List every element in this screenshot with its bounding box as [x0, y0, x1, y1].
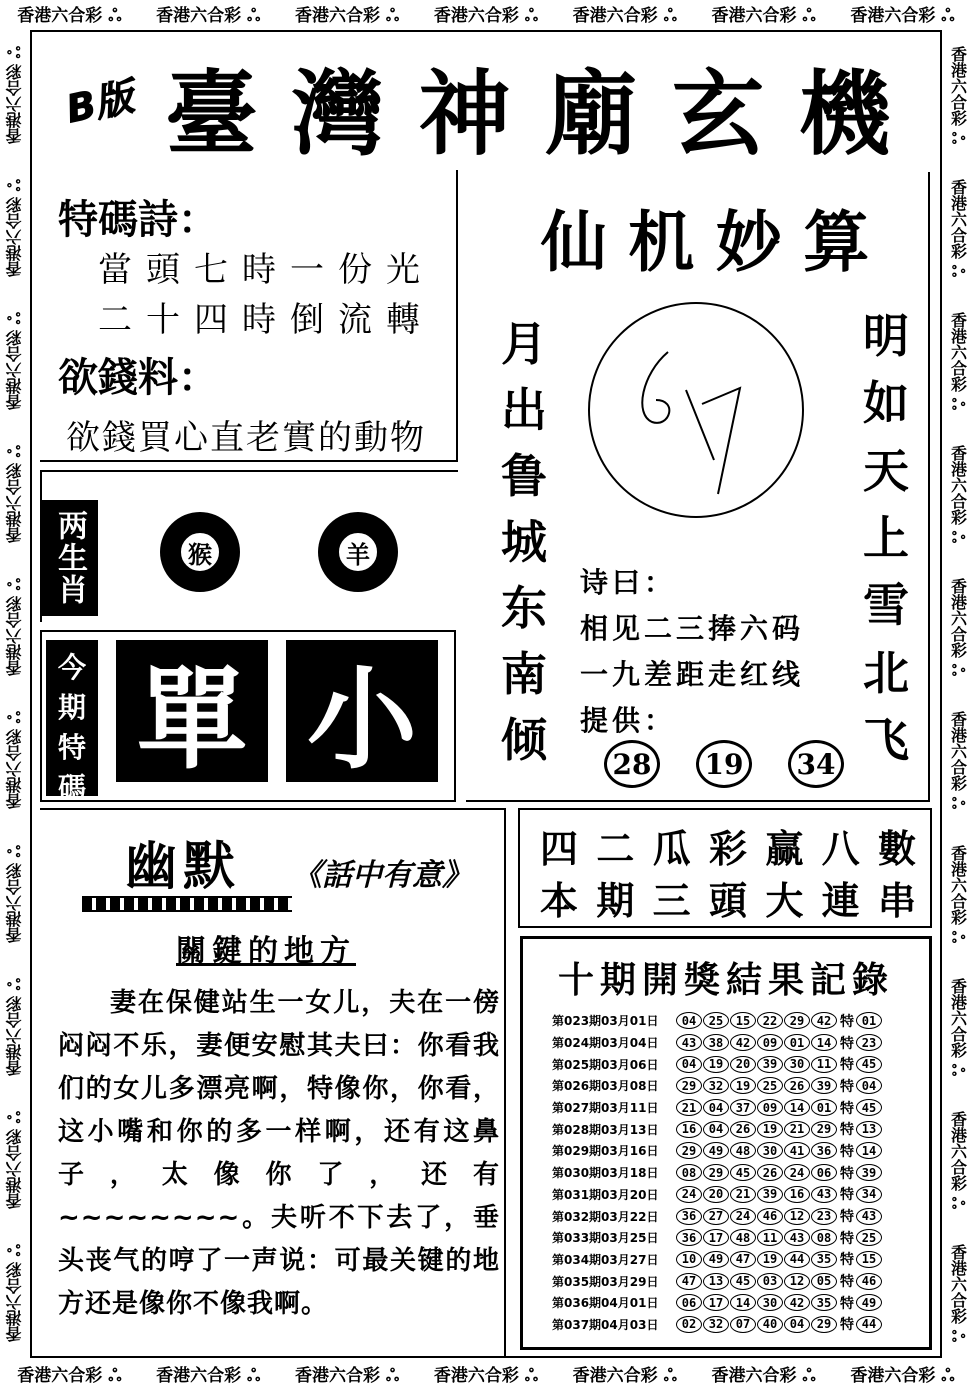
verse-char: 明 — [863, 309, 909, 363]
border-text: 香港六合彩 ஃ — [17, 5, 122, 26]
border-text: 香港六合彩 ஃ — [294, 1365, 400, 1386]
humor-underline — [82, 896, 292, 912]
ball-number: 43 — [676, 1034, 702, 1051]
border-text: 香港六合彩 ஃ — [17, 1365, 122, 1386]
ball-number: 39 — [811, 1077, 837, 1094]
ball-number: 19 — [757, 1121, 783, 1138]
ball-number: 21 — [730, 1186, 756, 1203]
border-text: 香港六合彩 ஃ — [156, 1365, 261, 1386]
ball-number: 11 — [757, 1229, 783, 1246]
period-label: 第029期03月16日 — [552, 1144, 659, 1159]
humor-title: 幽默 — [124, 836, 241, 897]
ball-number: 21 — [676, 1099, 702, 1116]
table-row — [552, 1118, 912, 1140]
special-marker: 特 — [840, 1100, 854, 1117]
verse-char: 北 — [863, 645, 909, 700]
special-label-char: 今 — [57, 651, 86, 684]
ball-number: 04 — [784, 1316, 810, 1333]
special-number: 25 — [856, 1229, 882, 1246]
ball-number: 20 — [703, 1186, 729, 1203]
ball-number: 11 — [811, 1056, 837, 1073]
border-text: 香港六合彩 ஃ — [948, 1244, 968, 1343]
zodiac-goat — [318, 512, 398, 592]
period-label: 第036期04月01日 — [552, 1296, 659, 1311]
border-text: 香港六合彩 ஃ — [4, 578, 24, 677]
puzzle-char: 串 — [877, 879, 916, 923]
provided-numbers — [604, 740, 844, 788]
table-row — [552, 1205, 912, 1227]
ball-number: 04 — [676, 1056, 702, 1073]
ball-number: 06 — [811, 1164, 837, 1181]
border-text: 香港六合彩 ஃ — [572, 5, 677, 26]
special-number: 39 — [856, 1164, 882, 1181]
border-text: 香港六合彩 ஃ — [4, 1244, 24, 1343]
special-number: 49 — [856, 1294, 882, 1311]
puzzle-row-1 — [540, 818, 916, 873]
period-label: 第031期03月20日 — [552, 1187, 659, 1202]
ball-number: 24 — [730, 1208, 756, 1225]
ball-number: 12 — [784, 1208, 810, 1225]
period-label: 第024期03月04日 — [552, 1036, 659, 1051]
main-title — [150, 52, 910, 168]
ball-number: 29 — [676, 1142, 702, 1159]
puzzle-char: 三 — [652, 879, 691, 923]
ball-number: 43 — [811, 1186, 837, 1203]
period-label: 第025期03月06日 — [552, 1057, 659, 1072]
ball-number: 48 — [730, 1229, 756, 1246]
ball-number: 16 — [784, 1186, 810, 1203]
ball-number: 36 — [676, 1208, 702, 1225]
ball-number: 45 — [730, 1273, 756, 1290]
ball-number: 45 — [730, 1164, 756, 1181]
xianji-title-char: 机 — [628, 203, 695, 281]
special-number: 34 — [856, 1186, 882, 1203]
puzzle-char: 二 — [596, 827, 635, 871]
verse-line: 一九差距走红线 — [580, 658, 805, 691]
border-text: 香港六合彩 ஃ — [4, 311, 24, 411]
ball-number: 29 — [784, 1012, 810, 1029]
ball-number: 03 — [757, 1273, 783, 1290]
puzzle-char: 頭 — [708, 879, 747, 923]
puzzle-row-2 — [540, 870, 916, 925]
ball-number: 04 — [703, 1121, 729, 1138]
border-text: 香港六合彩 ஃ — [948, 311, 968, 411]
table-row — [552, 1097, 912, 1119]
special-number: 45 — [856, 1099, 882, 1116]
left-verse — [494, 308, 554, 768]
table-row — [552, 1162, 912, 1184]
ball-number: 04 — [676, 1012, 702, 1029]
border-top — [0, 0, 972, 28]
border-text: 香港六合彩 ஃ — [948, 1111, 968, 1210]
ball-number: 05 — [811, 1273, 837, 1290]
border-text: 香港六合彩 ஃ — [4, 1111, 24, 1210]
ball-number: 09 — [757, 1099, 783, 1116]
border-text: 香港六合彩 ஃ — [4, 977, 24, 1076]
verse-char: 倾 — [501, 713, 547, 767]
border-left — [0, 28, 28, 1360]
ball-number: 26 — [730, 1121, 756, 1138]
special-marker: 特 — [840, 1274, 854, 1291]
ball-number: 19 — [757, 1251, 783, 1268]
border-text: 香港六合彩 ஃ — [948, 711, 968, 810]
title-char: 神 — [418, 60, 515, 168]
ball-number: 13 — [703, 1273, 729, 1290]
special-number: 45 — [856, 1056, 882, 1073]
ball-number: 29 — [676, 1077, 702, 1094]
title-char: 灣 — [291, 60, 388, 168]
table-row — [552, 1270, 912, 1292]
period-label: 第027期03月11日 — [552, 1101, 659, 1116]
prediction-circle — [588, 302, 804, 518]
border-text: 香港六合彩 ஃ — [850, 1365, 955, 1386]
special-number: 01 — [856, 1012, 882, 1029]
table-row — [552, 1032, 912, 1054]
ball-number: 12 — [784, 1273, 810, 1290]
ball-number: 32 — [703, 1316, 729, 1333]
table-row — [552, 1075, 912, 1097]
xianji-title-char: 仙 — [540, 203, 607, 281]
special-number: 23 — [856, 1034, 882, 1051]
table-row — [552, 1314, 912, 1336]
ball-number: 07 — [730, 1316, 756, 1333]
puzzle-char: 本 — [540, 879, 579, 923]
table-row — [552, 1010, 912, 1032]
ball-number: 36 — [811, 1142, 837, 1159]
ball-number: 41 — [784, 1142, 810, 1159]
border-text: 香港六合彩 ஃ — [4, 445, 24, 544]
ball-number: 38 — [703, 1034, 729, 1051]
poem-line-2: 二十四時倒流轉 — [98, 300, 434, 340]
ball-number: 30 — [784, 1056, 810, 1073]
table-row — [552, 1184, 912, 1206]
ball-number: 48 — [730, 1142, 756, 1159]
period-label: 第030期03月18日 — [552, 1166, 659, 1181]
special-marker: 特 — [840, 1165, 854, 1182]
period-label: 第035期03月29日 — [552, 1274, 659, 1289]
ball-number: 29 — [703, 1164, 729, 1181]
ball-number: 09 — [757, 1034, 783, 1051]
verse-char: 上 — [863, 510, 909, 565]
period-label: 第032期03月22日 — [552, 1209, 659, 1224]
ball-number: 14 — [811, 1034, 837, 1051]
ball-number: 21 — [784, 1121, 810, 1138]
humor-story: 妻在保健站生一女儿，夫在一傍闷闷不乐，妻便安慰其夫曰：你看我们的女儿多漂亮啊，特像你，你看，这小嘴和你的多一样啊，还有这鼻子，太像你了，还有~~~~~~~~。夫听不下去了，垂头丧气的哼了一声说：可最关键的地方还是像你不像我啊。 — [58, 988, 500, 1319]
border-text: 香港六合彩 ஃ — [156, 5, 261, 26]
ball-number: 39 — [757, 1056, 783, 1073]
ball-number: 26 — [757, 1164, 783, 1181]
handwritten-figure — [590, 304, 802, 516]
border-text: 香港六合彩 ஃ — [948, 45, 968, 144]
ball-number: 47 — [730, 1251, 756, 1268]
table-row — [552, 1292, 912, 1314]
border-text: 香港六合彩 ஃ — [948, 844, 968, 943]
special-number: 13 — [856, 1121, 882, 1138]
puzzle-char: 八 — [821, 827, 860, 871]
special-label — [46, 640, 98, 804]
ball-number: 37 — [730, 1099, 756, 1116]
ball-number: 39 — [757, 1186, 783, 1203]
puzzle-char: 數 — [877, 827, 916, 871]
border-text: 香港六合彩 ஃ — [850, 5, 955, 26]
ball-number: 02 — [676, 1316, 702, 1333]
ball-number: 14 — [784, 1099, 810, 1116]
tile-small: 小 — [286, 640, 438, 782]
ball-number: 42 — [811, 1012, 837, 1029]
special-marker: 特 — [840, 1057, 854, 1074]
special-marker: 特 — [840, 1078, 854, 1095]
table-row — [552, 1227, 912, 1249]
border-text: 香港六合彩 ஃ — [948, 445, 968, 544]
special-marker: 特 — [840, 1143, 854, 1160]
border-text: 香港六合彩 ஃ — [948, 578, 968, 677]
table-row — [552, 1140, 912, 1162]
border-text: 香港六合彩 ஃ — [433, 5, 539, 26]
period-label: 第028期03月13日 — [552, 1122, 659, 1137]
ball-number: 08 — [811, 1229, 837, 1246]
edition-badge: B版 — [62, 73, 138, 131]
special-number: 43 — [856, 1208, 882, 1225]
special-label-char: 碼 — [57, 771, 86, 804]
xianji-title — [530, 196, 880, 281]
ball-number: 47 — [676, 1273, 702, 1290]
border-bottom — [0, 1360, 972, 1388]
zodiac-monkey — [160, 512, 240, 592]
puzzle-char: 赢 — [765, 827, 804, 871]
verse-char: 鲁 — [501, 449, 547, 503]
ball-number: 17 — [703, 1229, 729, 1246]
ball-number: 43 — [784, 1229, 810, 1246]
verse-char: 城 — [501, 515, 547, 569]
title-char: 機 — [798, 60, 895, 168]
ball-number: 01 — [811, 1099, 837, 1116]
xianji-title-char: 算 — [803, 203, 870, 281]
zodiac-item: 猴 — [179, 531, 221, 573]
ball-number: 25 — [757, 1077, 783, 1094]
ball-number: 16 — [676, 1121, 702, 1138]
border-text: 香港六合彩 ஃ — [4, 844, 24, 943]
special-marker: 特 — [840, 1317, 854, 1334]
right-verse — [856, 300, 916, 770]
ball-number: 19 — [703, 1056, 729, 1073]
special-number: 46 — [856, 1273, 882, 1290]
period-label: 第033期03月25日 — [552, 1231, 659, 1246]
special-number: 04 — [856, 1077, 882, 1094]
border-text: 香港六合彩 ஃ — [711, 1365, 816, 1386]
ball-number: 14 — [730, 1294, 756, 1311]
ball-number: 44 — [784, 1251, 810, 1268]
humor-keyword: 關鍵的地方 — [176, 934, 356, 969]
special-number: 15 — [856, 1251, 882, 1268]
title-char: 玄 — [671, 60, 768, 168]
border-text: 香港六合彩 ஃ — [433, 1365, 539, 1386]
ball-number: 42 — [730, 1034, 756, 1051]
verse-char: 出 — [501, 383, 547, 437]
border-text: 香港六合彩 ஃ — [711, 5, 816, 26]
puzzle-char: 四 — [540, 827, 579, 871]
ball-number: 29 — [811, 1121, 837, 1138]
verse-char: 飞 — [863, 712, 909, 767]
ball-number: 49 — [703, 1142, 729, 1159]
ball-number: 49 — [703, 1251, 729, 1268]
ball-number: 32 — [703, 1077, 729, 1094]
ball-number: 26 — [784, 1077, 810, 1094]
results-title: 十期開獎結果記錄 — [557, 960, 894, 1001]
ball-number: 04 — [703, 1099, 729, 1116]
table-row — [552, 1053, 912, 1075]
ball-number: 40 — [757, 1316, 783, 1333]
ball-number: 19 — [730, 1077, 756, 1094]
ball-number: 30 — [757, 1142, 783, 1159]
border-text: 香港六合彩 ஃ — [294, 5, 400, 26]
special-marker: 特 — [840, 1035, 854, 1052]
ball-number: 15 — [730, 1012, 756, 1029]
table-row — [552, 1249, 912, 1271]
border-text: 香港六合彩 ஃ — [948, 178, 968, 277]
zodiac-item: 羊 — [337, 531, 379, 573]
special-number: 44 — [856, 1316, 882, 1333]
ball-number: 24 — [784, 1164, 810, 1181]
ball-number: 08 — [676, 1164, 702, 1181]
period-label: 第037期04月03日 — [552, 1317, 659, 1332]
ball-number: 23 — [811, 1208, 837, 1225]
verse-char: 东 — [501, 581, 547, 635]
special-marker: 特 — [840, 1295, 854, 1312]
ball-number: 17 — [703, 1294, 729, 1311]
humor-subtitle: 《話中有意》 — [292, 858, 472, 893]
puzzle-char: 瓜 — [652, 827, 691, 871]
special-marker: 特 — [840, 1187, 854, 1204]
ball-number: 46 — [757, 1208, 783, 1225]
border-text: 香港六合彩 ஃ — [948, 977, 968, 1076]
puzzle-char: 期 — [596, 879, 635, 923]
special-marker: 特 — [840, 1122, 854, 1139]
money-label: 欲錢料： — [58, 354, 218, 401]
number-badge: 19 — [696, 740, 752, 788]
verse-char: 天 — [863, 443, 909, 498]
border-text: 香港六合彩 ஃ — [4, 45, 24, 144]
verse-line: 提供： — [580, 704, 677, 737]
verse-char: 雪 — [863, 578, 909, 633]
verse-char: 月 — [501, 317, 547, 371]
title-char: 臺 — [165, 60, 262, 168]
ball-number: 42 — [784, 1294, 810, 1311]
money-text: 欲錢買心直老實的動物 — [66, 418, 426, 458]
special-number: 14 — [856, 1142, 882, 1159]
verse-line: 诗曰： — [580, 566, 677, 599]
tile-odd: 單 — [116, 640, 268, 782]
verse-char: 如 — [863, 376, 909, 431]
ball-number: 30 — [757, 1294, 783, 1311]
ball-number: 22 — [757, 1012, 783, 1029]
ball-number: 36 — [676, 1229, 702, 1246]
border-text: 香港六合彩 ஃ — [4, 178, 24, 277]
puzzle-char: 連 — [821, 879, 860, 923]
verse-line: 相见二三捧六码 — [580, 612, 805, 645]
special-marker: 特 — [840, 1013, 854, 1030]
ball-number: 10 — [676, 1251, 702, 1268]
border-right — [944, 28, 972, 1360]
poem-label: 特碼詩： — [58, 196, 218, 243]
ball-number: 20 — [730, 1056, 756, 1073]
period-label: 第026期03月08日 — [552, 1079, 659, 1094]
ball-number: 29 — [811, 1316, 837, 1333]
ball-number: 35 — [811, 1294, 837, 1311]
special-marker: 特 — [840, 1230, 854, 1247]
puzzle-char: 彩 — [708, 827, 747, 871]
period-label: 第034期03月27日 — [552, 1252, 659, 1267]
puzzle-char: 大 — [765, 879, 804, 923]
special-label-char: 特 — [57, 731, 86, 764]
verse-lines — [580, 560, 850, 744]
title-char: 廟 — [545, 60, 642, 168]
border-text: 香港六合彩 ஃ — [572, 1365, 677, 1386]
zodiac-label: 两生肖 — [40, 500, 98, 616]
ball-number: 24 — [676, 1186, 702, 1203]
xianji-title-char: 妙 — [715, 203, 782, 281]
special-label-char: 期 — [57, 691, 86, 724]
number-badge: 28 — [604, 740, 660, 788]
results-table — [552, 1010, 912, 1335]
special-marker: 特 — [840, 1209, 854, 1226]
border-text: 香港六合彩 ஃ — [4, 711, 24, 810]
ball-number: 35 — [811, 1251, 837, 1268]
period-label: 第023期03月01日 — [552, 1014, 659, 1029]
special-marker: 特 — [840, 1252, 854, 1269]
number-badge: 34 — [788, 740, 844, 788]
ball-number: 01 — [784, 1034, 810, 1051]
ball-number: 06 — [676, 1294, 702, 1311]
poem-line-1: 當頭七時一份光 — [98, 250, 434, 290]
ball-number: 25 — [703, 1012, 729, 1029]
verse-char: 南 — [501, 647, 547, 701]
ball-number: 27 — [703, 1208, 729, 1225]
